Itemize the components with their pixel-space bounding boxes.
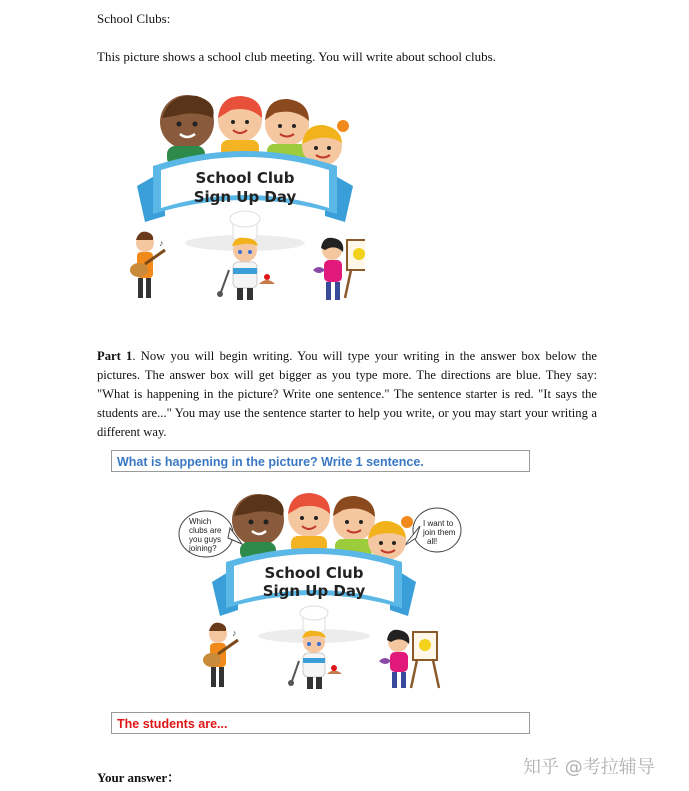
part1-label: Part 1 (97, 349, 133, 363)
banner2-line1: School Club (264, 564, 364, 582)
answer-label: Your answer： (97, 770, 181, 785)
chef-kid-2 (288, 606, 342, 689)
banner-line1: School Club (195, 169, 295, 187)
part1-text: . Now you will begin writing. You will type your writing in the answer box below the pictures. The answer box will get bigger as you type more. The directions are blue. They say: "What is happening in the picture? Write one sentence." The sentence starter is red. "It says the students are..." You may use the sentence starter to help you write, or you may start your writing a different way. (97, 349, 598, 439)
bubble-right-line1: I want to (423, 519, 454, 528)
part1-instructions (97, 347, 597, 442)
bubble-left-line1: Which (189, 517, 212, 526)
painter-girl-2 (379, 630, 439, 688)
watermark: 知乎 @考拉辅导 (523, 757, 655, 778)
speech-bubble-right (404, 508, 461, 552)
heading: School Clubs: (97, 11, 171, 26)
guitar-boy-2 (203, 623, 238, 687)
bubble-left-line2: clubs are (189, 526, 222, 535)
bubble-left-line3: you guys (189, 535, 222, 544)
direction-box: What is happening in the picture? Write 1 sentence. (111, 450, 530, 472)
guitar-boy (130, 232, 165, 298)
banner2-line2: Sign Up Day (262, 582, 366, 600)
intro-text: This picture shows a school club meeting. You will write about school clubs. (97, 49, 496, 64)
bubble-left-line4: joining? (189, 544, 217, 553)
sentence-starter-box: The students are... (111, 712, 530, 734)
chef-kid (217, 211, 275, 300)
school-club-illustration-2 (176, 486, 466, 704)
svg-text:♪: ♪ (232, 628, 237, 638)
bubble-right-line3: all! (427, 537, 438, 546)
banner-line2: Sign Up Day (193, 188, 297, 206)
svg-text:♪: ♪ (159, 238, 164, 248)
school-club-illustration (125, 88, 365, 313)
bubble-right-line2: join them (423, 528, 456, 537)
painter-girl (313, 238, 365, 300)
